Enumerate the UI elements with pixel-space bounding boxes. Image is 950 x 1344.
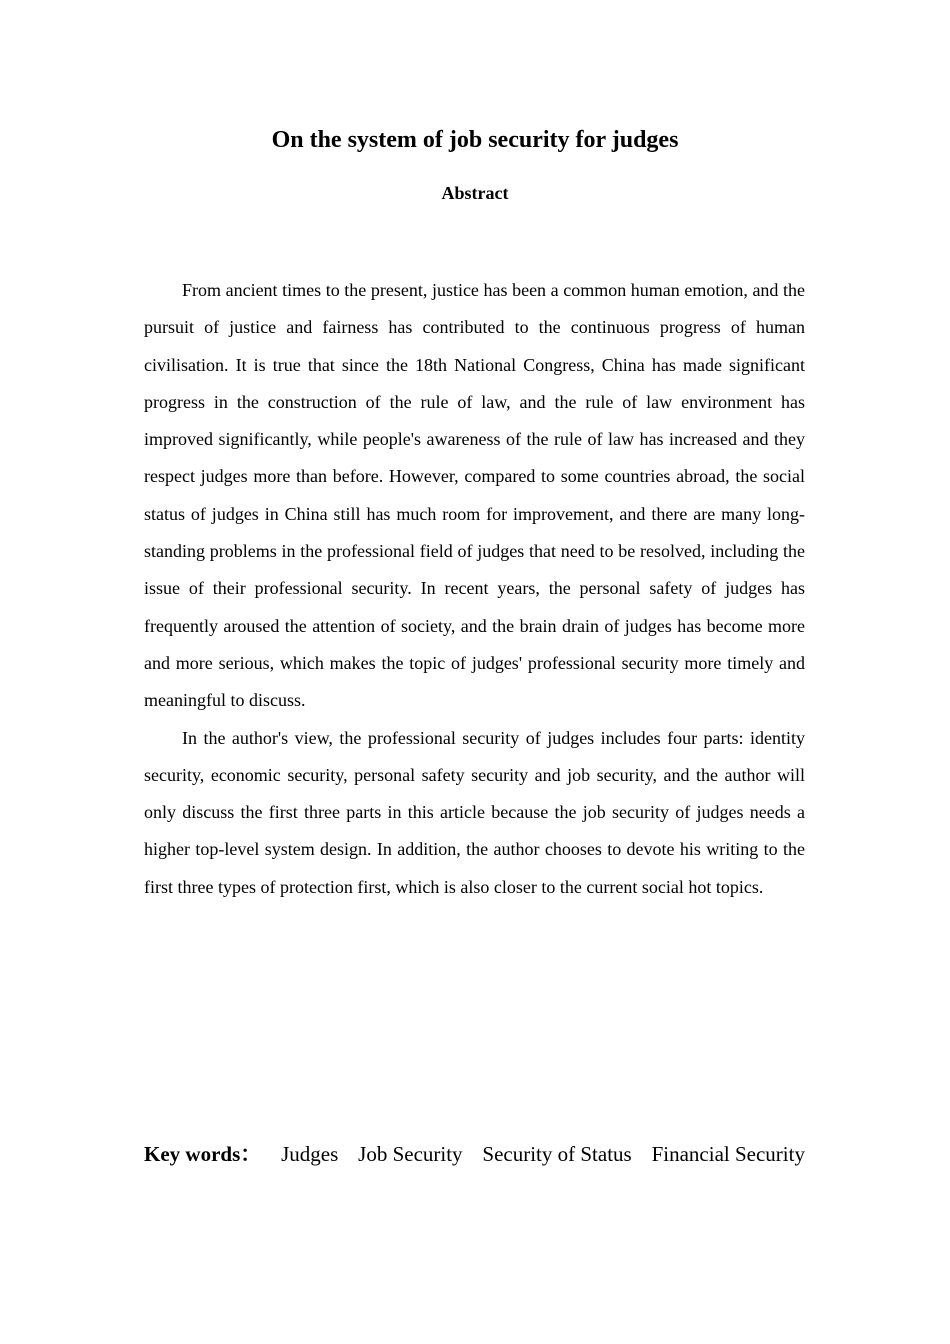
abstract-paragraph-1: From ancient times to the present, justice has been a common human emotion, and the pursuit of justice and fairness has contributed to the continuous progress of human civilisation. It is true that since the 18th National Congress, China has made significant progress in the construction of the rule of law, and the rule of law environment has improved significantly, while people's awareness of the rule of law has increased and they respect judges more than before. However, compared to some countries abroad, the social status of judges in China still has much room for improvement, and there are many long-standing problems in the professional field of judges that need to be resolved, including the issue of their professional security. In recent years, the personal safety of judges has frequently aroused the attention of society, and the brain drain of judges has become more and more serious, which makes the topic of judges' professional security more timely and meaningful to discuss.	[144, 280, 805, 711]
keyword-judges: Judges	[281, 1142, 339, 1166]
keywords-label: Key words：	[144, 1142, 262, 1166]
abstract-heading: Abstract	[441, 183, 509, 203]
abstract-body	[144, 272, 805, 906]
paper-title: On the system of job security for judges	[271, 127, 679, 153]
abstract-paragraph-2: In the author's view, the professional security of judges includes four parts: identity security, economic security, personal safety security and job security, and the author will only discuss the first three parts in this article because the job security of judges needs a higher top-level system design. In addition, the author chooses to devote his writing to the first three types of protection first, which is also closer to the current social hot topics.	[144, 727, 805, 897]
keyword-financial-security: Financial Security	[651, 1142, 805, 1166]
keywords-line	[144, 1138, 805, 1170]
keyword-security-of-status: Security of Status	[482, 1142, 632, 1166]
keyword-job-security: Job Security	[358, 1142, 463, 1166]
